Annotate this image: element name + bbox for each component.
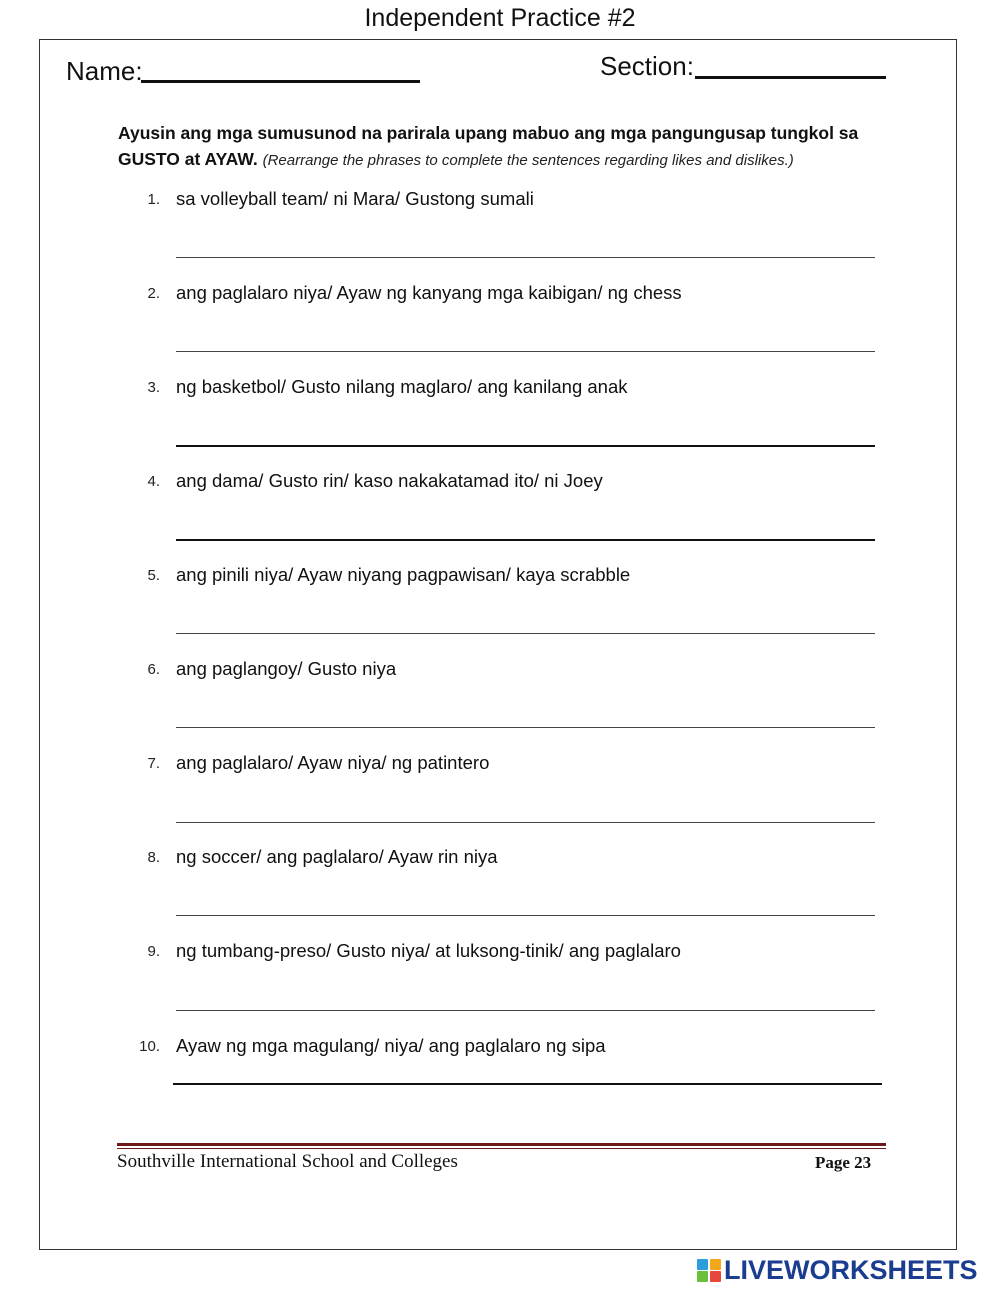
answer-field[interactable] <box>173 1083 882 1085</box>
answer-field[interactable] <box>176 822 875 823</box>
item-phrases: ang pinili niya/ Ayaw niyang pagpawisan/ kaya scrabble <box>176 564 631 585</box>
answer-field[interactable] <box>176 539 875 541</box>
item-number: 6. <box>147 661 160 678</box>
logo-square-green <box>697 1271 708 1282</box>
brand-name: LIVEWORKSHEETS <box>724 1255 978 1285</box>
page-frame <box>39 39 957 1250</box>
answer-field[interactable] <box>176 351 875 352</box>
item-number: 9. <box>147 943 160 960</box>
item-number: 3. <box>147 379 160 396</box>
item-phrases: ng basketbol/ Gusto nilang maglaro/ ang kanilang anak <box>176 376 628 397</box>
answer-field[interactable] <box>176 257 875 258</box>
item-number: 4. <box>147 473 160 490</box>
answer-field[interactable] <box>176 633 875 634</box>
footer-divider-thin <box>117 1148 886 1149</box>
answer-field[interactable] <box>176 445 875 447</box>
answer-field[interactable] <box>176 915 875 916</box>
footer-school: Southville International School and Colleges <box>117 1151 458 1172</box>
name-label: Name: <box>66 56 143 86</box>
answer-field[interactable] <box>176 1010 875 1011</box>
section-label: Section: <box>600 51 694 81</box>
instructions-text: Ayusin ang mga sumusunod na parirala upang mabuo ang mga pangungusap tungkol sa GUSTO at AYAW. <box>118 123 859 169</box>
item-phrases: ang dama/ Gusto rin/ kaso nakakatamad ito/ ni Joey <box>176 470 603 491</box>
footer-divider <box>117 1143 886 1146</box>
item-number: 8. <box>147 849 160 866</box>
item-phrases: ng tumbang-preso/ Gusto niya/ at luksong-tinik/ ang paglalaro <box>176 940 681 961</box>
logo-square-blue <box>697 1259 708 1270</box>
logo-square-orange <box>710 1259 721 1270</box>
item-phrases: ang paglalaro/ Ayaw niya/ ng patintero <box>176 752 490 773</box>
item-number: 2. <box>147 285 160 302</box>
answer-field[interactable] <box>176 727 875 728</box>
section-field[interactable] <box>695 76 886 79</box>
page-number: Page 23 <box>815 1153 872 1172</box>
instructions-translation: (Rearrange the phrases to complete the sentences regarding likes and dislikes.) <box>262 152 794 169</box>
instructions <box>118 120 898 174</box>
item-number: 7. <box>147 755 160 772</box>
item-phrases: sa volleyball team/ ni Mara/ Gustong sumali <box>176 188 534 209</box>
item-phrases: ang paglangoy/ Gusto niya <box>176 658 397 679</box>
item-phrases: ang paglalaro niya/ Ayaw ng kanyang mga kaibigan/ ng chess <box>176 282 682 303</box>
item-phrases: Ayaw ng mga magulang/ niya/ ang paglalaro ng sipa <box>176 1035 606 1056</box>
liveworksheets-logo-icon <box>697 1259 721 1283</box>
liveworksheets-brand <box>697 1255 978 1286</box>
item-phrases: ng soccer/ ang paglalaro/ Ayaw rin niya <box>176 846 498 867</box>
item-number: 10. <box>139 1038 160 1055</box>
logo-square-red <box>710 1271 721 1282</box>
item-number: 1. <box>147 191 160 208</box>
item-number: 5. <box>147 567 160 584</box>
name-field[interactable] <box>141 80 420 83</box>
worksheet-title: Independent Practice #2 <box>364 4 636 32</box>
